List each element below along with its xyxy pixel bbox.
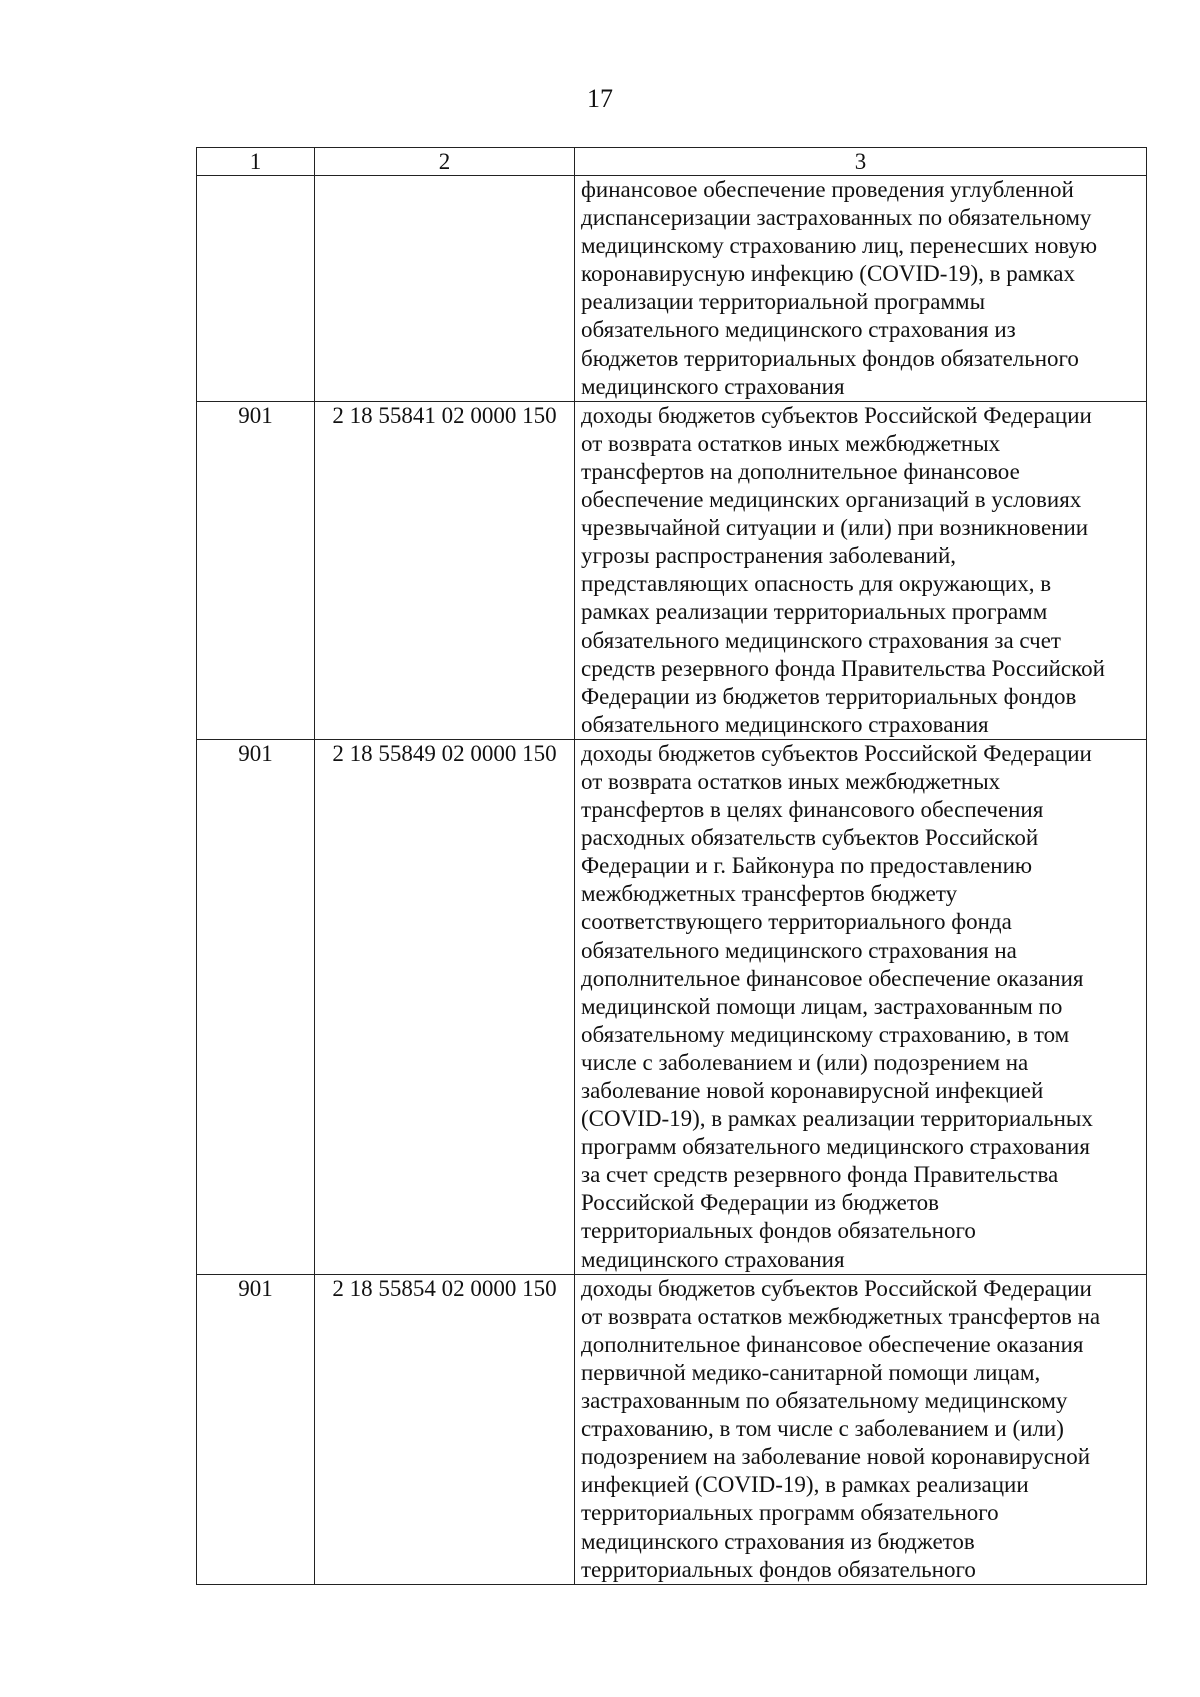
revenue-name-line: обязательного медицинского страхования за счет bbox=[581, 627, 1061, 653]
revenue-name-line: обязательного медицинского страхования из bbox=[581, 317, 1016, 343]
revenue-name-line: чрезвычайной ситуации и (или) при возникновении bbox=[581, 515, 1089, 541]
revenue-name-line: трансфертов на дополнительное финансовое bbox=[581, 458, 1020, 484]
revenue-name-line: Федерации из бюджетов территориальных фондов bbox=[581, 683, 1077, 709]
revenue-name-line: доходы бюджетов субъектов Российской Федерации bbox=[581, 740, 1092, 766]
revenue-name-line: территориальных фондов обязательного bbox=[581, 1218, 976, 1244]
revenue-name-line: медицинскому страхованию лиц, перенесших новую bbox=[581, 233, 1098, 259]
admin-code-cell: 901 bbox=[197, 1274, 315, 1584]
revenue-name-line: медицинского страхования из бюджетов bbox=[581, 1528, 975, 1554]
table-row bbox=[197, 1274, 1147, 1584]
table-header-row bbox=[197, 148, 1147, 176]
revenue-name-line: от возврата остатков иных межбюджетных bbox=[581, 768, 1001, 794]
revenue-name-line: (COVID-19), в рамках реализации территориальных bbox=[581, 1106, 1093, 1132]
revenue-name-line: средств резервного фонда Правительства Российской bbox=[581, 655, 1105, 681]
revenue-name-line: числе с заболеванием и (или) подозрением на bbox=[581, 1049, 1029, 1075]
budget-code-cell: 2 18 55841 02 0000 150 bbox=[315, 401, 575, 739]
revenue-name-line: диспансеризации застрахованных по обязательному bbox=[581, 205, 1092, 231]
revenue-name-line: первичной медико-санитарной помощи лицам, bbox=[581, 1359, 1041, 1385]
revenue-name-line: межбюджетных трансфертов бюджету bbox=[581, 881, 958, 907]
revenue-name-line: за счет средств резервного фонда Правительства bbox=[581, 1162, 1059, 1188]
budget-code-cell: 2 18 55854 02 0000 150 bbox=[315, 1274, 575, 1584]
revenue-name-line: доходы бюджетов субъектов Российской Федерации bbox=[581, 1275, 1092, 1301]
revenue-name-line: реализации территориальной программы bbox=[581, 289, 986, 315]
column-header-1: 1 bbox=[197, 148, 315, 176]
revenue-name-line: обеспечение медицинских организаций в условиях bbox=[581, 487, 1082, 513]
revenue-name-line: застрахованным по обязательному медицинскому bbox=[581, 1388, 1068, 1414]
revenue-name-line: расходных обязательств субъектов Российской bbox=[581, 825, 1039, 851]
revenue-name-line: медицинского страхования bbox=[581, 1246, 845, 1272]
budget-code-cell bbox=[315, 176, 575, 402]
revenue-name-line: обязательного медицинского страхования на bbox=[581, 937, 1017, 963]
revenue-name-line: дополнительное финансовое обеспечение оказания bbox=[581, 965, 1084, 991]
budget-code-cell: 2 18 55849 02 0000 150 bbox=[315, 739, 575, 1274]
revenue-name-line: дополнительное финансовое обеспечение оказания bbox=[581, 1331, 1084, 1357]
revenue-name-line: страхованию, в том числе с заболеванием и (или) bbox=[581, 1416, 1064, 1442]
table-body bbox=[197, 176, 1147, 1585]
revenue-name-line: коронавирусную инфекцию (COVID-19), в рамках bbox=[581, 261, 1076, 287]
revenue-name-line: рамках реализации территориальных программ bbox=[581, 599, 1048, 625]
revenue-name-line: представляющих опасность для окружающих, в bbox=[581, 571, 1052, 597]
revenue-name-line: медицинского страхования bbox=[581, 373, 845, 399]
revenue-name-line: обязательному медицинскому страхованию, в том bbox=[581, 1021, 1070, 1047]
revenue-name-line: подозрением на заболевание новой коронавирусной bbox=[581, 1444, 1091, 1470]
revenue-name-line: Федерации и г. Байконура по предоставлению bbox=[581, 853, 1033, 879]
revenue-name-line: программ обязательного медицинского страхования bbox=[581, 1134, 1090, 1160]
revenue-name-line: от возврата остатков межбюджетных трансфертов на bbox=[581, 1303, 1101, 1329]
revenue-name-line: заболевание новой коронавирусной инфекцией bbox=[581, 1078, 1044, 1103]
revenue-name-line: соответствующего территориального фонда bbox=[581, 909, 1012, 935]
revenue-name-line: финансовое обеспечение проведения углубленной bbox=[581, 177, 1074, 202]
revenue-name-cell bbox=[575, 739, 1147, 1274]
column-header-2: 2 bbox=[315, 148, 575, 176]
revenue-name-line: Российской Федерации из бюджетов bbox=[581, 1190, 939, 1216]
page-number: 17 bbox=[587, 84, 613, 113]
revenue-name-line: территориальных фондов обязательного bbox=[581, 1556, 976, 1582]
revenue-name-line: медицинской помощи лицам, застрахованным по bbox=[581, 993, 1063, 1019]
table-row bbox=[197, 401, 1147, 739]
revenue-name-cell bbox=[575, 401, 1147, 739]
revenue-name-line: трансфертов в целях финансового обеспечения bbox=[581, 797, 1044, 823]
revenue-name-line: доходы бюджетов субъектов Российской Федерации bbox=[581, 402, 1092, 428]
revenue-name-line: угрозы распространения заболеваний, bbox=[581, 543, 957, 569]
revenue-name-cell bbox=[575, 176, 1147, 402]
admin-code-cell: 901 bbox=[197, 401, 315, 739]
revenue-name-cell bbox=[575, 1274, 1147, 1584]
table-row bbox=[197, 739, 1147, 1274]
revenue-name-line: от возврата остатков иных межбюджетных bbox=[581, 430, 1001, 456]
column-header-3: 3 bbox=[575, 148, 1147, 176]
revenue-name-line: территориальных программ обязательного bbox=[581, 1500, 999, 1526]
admin-code-cell: 901 bbox=[197, 739, 315, 1274]
admin-code-cell bbox=[197, 176, 315, 402]
table-row bbox=[197, 176, 1147, 402]
revenue-name-line: бюджетов территориальных фондов обязательного bbox=[581, 345, 1079, 371]
budget-codes-table bbox=[196, 147, 1147, 1585]
revenue-name-line: обязательного медицинского страхования bbox=[581, 711, 989, 737]
revenue-name-line: инфекцией (COVID-19), в рамках реализации bbox=[581, 1472, 1029, 1498]
